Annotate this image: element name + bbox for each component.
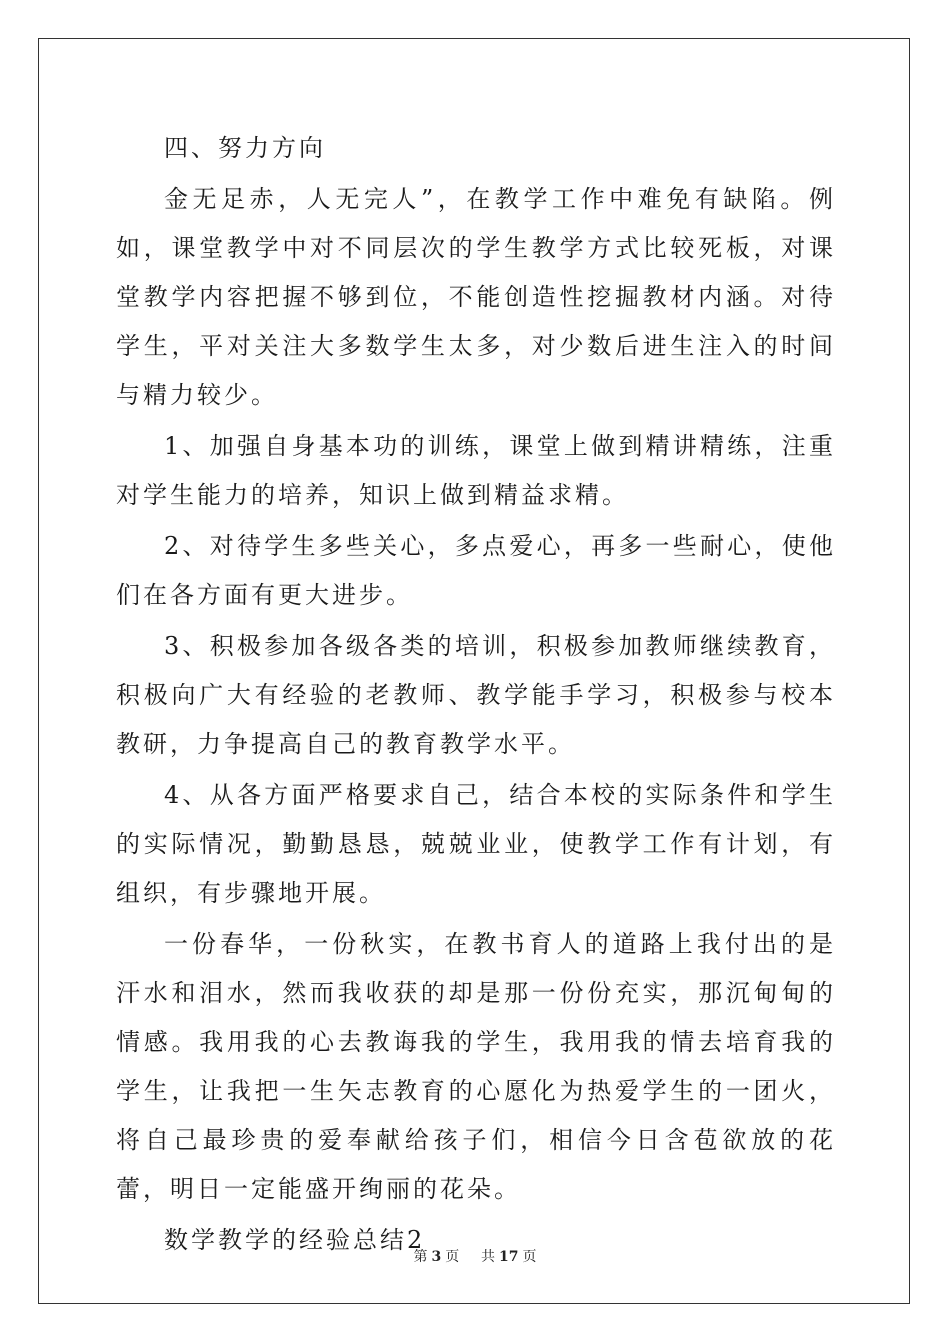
- total-suffix: 页: [522, 1249, 537, 1265]
- total-prefix: 共: [481, 1249, 496, 1265]
- next-section-title: 数学教学的经验总结2: [164, 1226, 426, 1254]
- page-prefix: 第: [413, 1249, 428, 1265]
- paragraph-intro: 金无足赤，人无完人”，在教学工作中难免有缺陷。例如，课堂教学中对不同层次的学生教学方式比较死板，对课堂教学内容把握不够到位，不能创造性挖掘教材内涵。对待学生，平对关注大多数学生太多，对少数后进生注入的时间与精力较少。: [116, 185, 836, 409]
- total-pages: 17: [499, 1249, 519, 1265]
- paragraph-item-3: 3、积极参加各级各类的培训，积极参加教师继续教育，积极向广大有经验的老教师、教学能手学习，积极参与校本教研，力争提高自己的教育教学水平。: [116, 632, 836, 758]
- paragraph-conclusion: 一份春华，一份秋实，在教书育人的道路上我付出的是汗水和泪水，然而我收获的却是那一份份充实，那沉甸甸的情感。我用我的心去教诲我的学生，我用我的情去培育我的学生，让我把一生矢志教育的心愿化为热爱学生的一团火，将自己最珍贵的爱奉献给孩子们，相信今日含苞欲放的花蕾，明日一定能盛开绚丽的花朵。: [116, 930, 836, 1203]
- page-number: 3: [431, 1249, 442, 1265]
- paragraph-item-4: 4、从各方面严格要求自己，结合本校的实际条件和学生的实际情况，勤勤恳恳，兢兢业业，使教学工作有计划，有组织，有步骤地开展。: [116, 781, 836, 907]
- page-footer: [0, 1247, 950, 1267]
- document-body: [116, 124, 836, 1265]
- paragraph-item-2: 2、对待学生多些关心，多点爱心，再多一些耐心，使他们在各方面有更大进步。: [116, 532, 836, 609]
- paragraph-item-1: 1、加强自身基本功的训练，课堂上做到精讲精练，注重对学生能力的培养，知识上做到精益求精。: [116, 432, 836, 509]
- page-suffix: 页: [445, 1249, 460, 1265]
- section-heading: 四、努力方向: [164, 134, 326, 162]
